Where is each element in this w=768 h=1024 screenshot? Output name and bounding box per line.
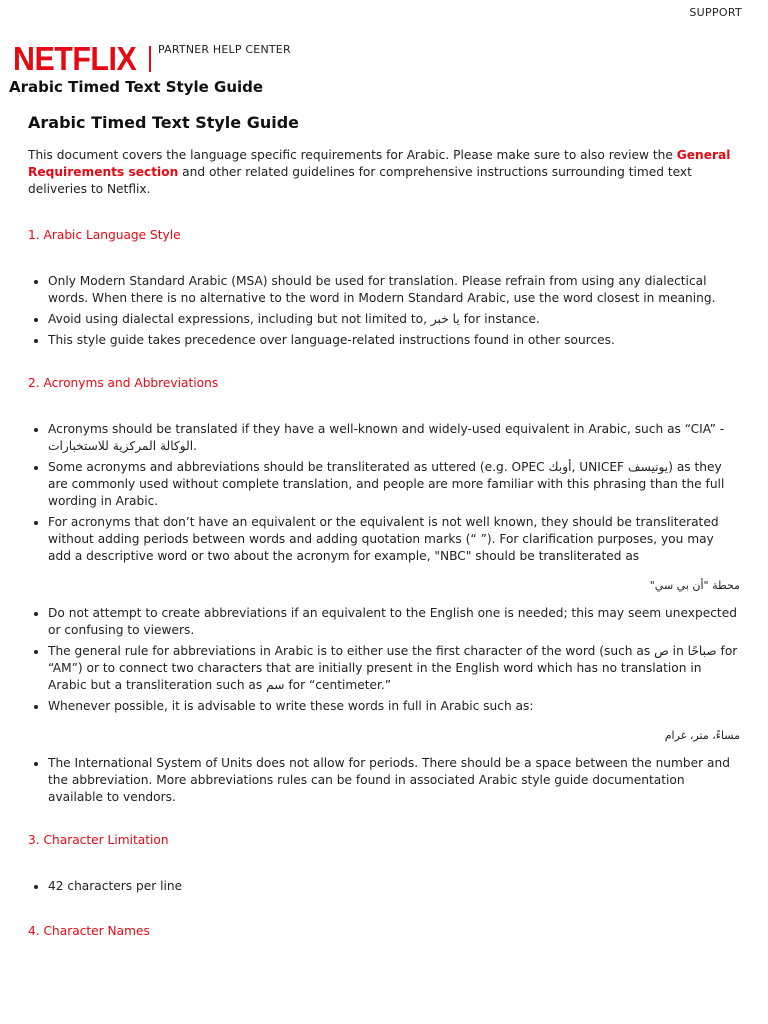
list-item: • 42 characters per line [48,878,740,895]
logo-divider [149,46,151,72]
section-heading-language-style: 1. Arabic Language Style [28,228,181,242]
list-item: • Acronyms should be translated if they have a well-known and widely-used equivalent in Arabic, such as “CIA” - الوكالة المركزية للاستخبارات. [48,421,740,455]
units-list [28,755,740,806]
section-heading-character-names: 4. Character Names [28,924,150,938]
intro-paragraph [28,147,740,198]
list-item: • The general rule for abbreviations in Arabic is to either use the first character of the word (such as ص in صباحًا for “AM”) or to connect two characters that are initially present in the English word which has no translation in Arabic but a transliteration such as سم for “centimeter.” [48,643,740,694]
article-title: Arabic Timed Text Style Guide [28,113,300,132]
general-requirements-link[interactable]: General Requirements section [28,148,731,179]
partner-help-center-link[interactable]: PARTNER HELP CENTER [158,43,291,56]
netflix-logo[interactable]: NETFLIX [13,40,137,77]
acronyms-list [28,421,740,565]
intro-text-a: This document covers the language specific requirements for Arabic. Please make sure to also review the [28,148,677,162]
section-heading-acronyms: 2. Acronyms and Abbreviations [28,376,219,390]
arabic-example-nbc: محطة "أن بي سي" [649,579,740,592]
language-style-list [28,273,740,349]
section-heading-character-limitation: 3. Character Limitation [28,833,169,847]
list-item: • Do not attempt to create abbreviations if an equivalent to the English one is needed; this may seem unexpected or confusing to viewers. [48,605,740,639]
page-title: Arabic Timed Text Style Guide [9,78,264,96]
list-item: • Whenever possible, it is advisable to write these words in full in Arabic such as: [48,698,740,715]
abbreviations-list [28,605,740,715]
character-limitation-list [28,878,740,895]
list-item: • Some acronyms and abbreviations should be transliterated as uttered (e.g. OPEC أوبك, UNICEF يونيسف) as they are commonly used without complete translation, and people are more familiar with this phrasing than the full wording in Arabic. [48,459,740,510]
list-item: • Only Modern Standard Arabic (MSA) should be used for translation. Please refrain from using any dialectical words. When there is no alternative to the word in Modern Standard Arabic, use the word closest in meaning. [48,273,740,307]
article-body [28,114,740,940]
list-item: • The International System of Units does not allow for periods. There should be a space between the number and the abbreviation. More abbreviations rules can be found in associated Arabic style guide documentation available to vendors. [48,755,740,806]
support-link[interactable]: SUPPORT [689,6,742,19]
list-item: • This style guide takes precedence over language-related instructions found in other sources. [48,332,740,349]
list-item: • Avoid using dialectal expressions, including but not limited to, يا خبر for instance. [48,311,740,328]
intro-text-b: and other related guidelines for comprehensive instructions surrounding timed text deliveries to Netflix. [28,165,692,196]
list-item: • For acronyms that don’t have an equivalent or the equivalent is not well known, they should be transliterated without adding periods between words and adding quotation marks (“ ”). For clarification purposes, you may add a descriptive word or two about the acronym for example, "NBC" should be transliterated as [48,514,740,565]
arabic-example-units: مساءً، متر، غرام [664,729,740,742]
